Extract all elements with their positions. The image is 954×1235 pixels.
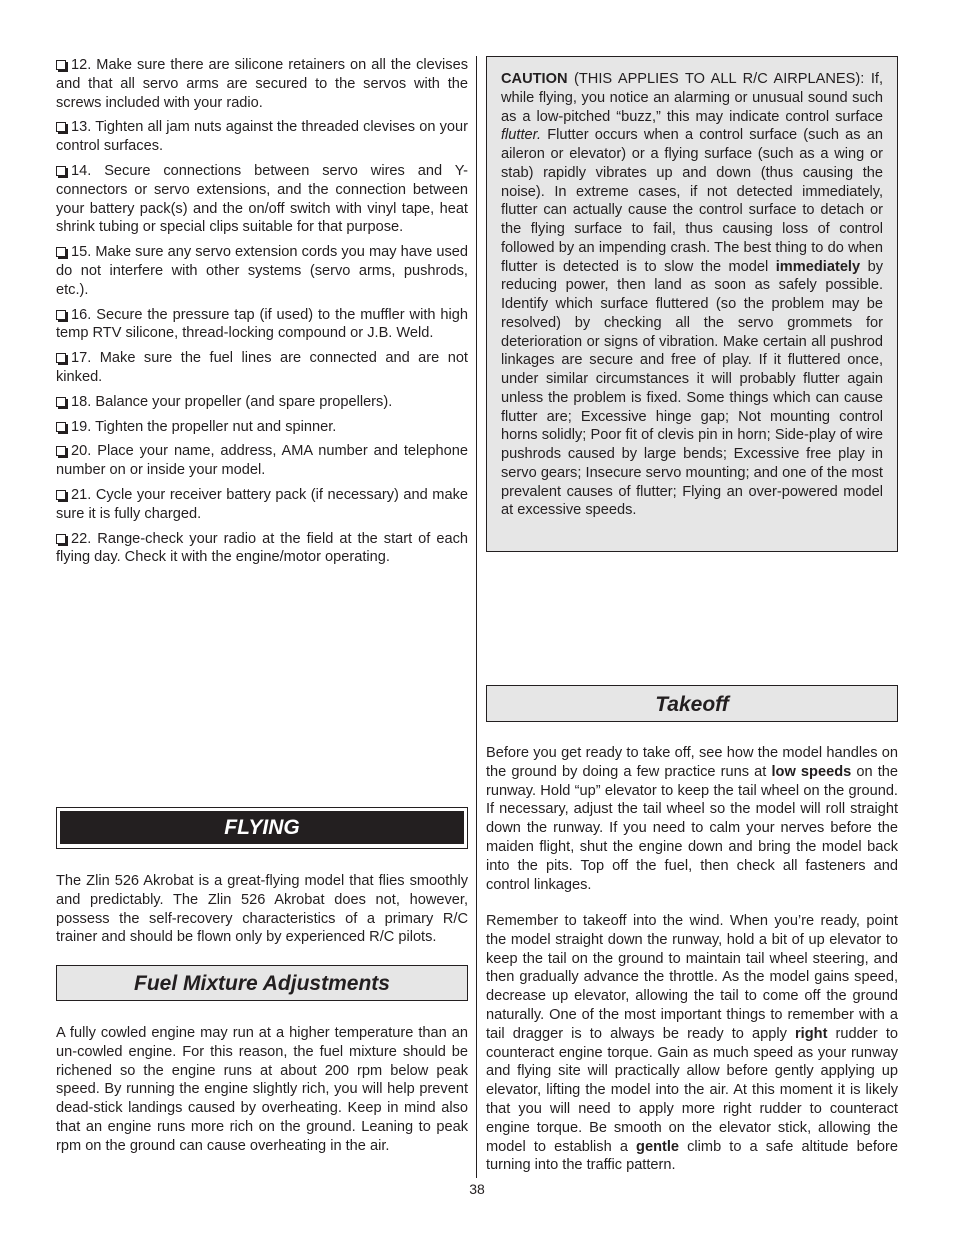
checklist-item	[56, 118, 468, 156]
left-column	[56, 56, 468, 573]
checklist-text: Secure connections between servo wires and Y-connectors or servo extensions, and the connection between your battery pack(s) and the on/off switch with vinyl tape, heat shrink tubing or special clips suitable for that purpose.	[56, 162, 468, 236]
checklist-number: 21.	[71, 486, 92, 503]
checklist-text: Cycle your receiver battery pack (if necessary) and make sure it is fully charged.	[56, 486, 468, 522]
checklist-number: 12.	[71, 57, 92, 73]
checkbox-icon[interactable]	[56, 166, 66, 176]
checklist-item	[56, 486, 468, 524]
checkbox-icon[interactable]	[56, 122, 66, 132]
checklist-item	[56, 162, 468, 237]
checklist-item	[56, 442, 468, 480]
checklist-text: Make sure any servo extension cords you may have used do not interfere with other systems (servo arms, pushrods, etc.).	[56, 244, 468, 298]
checklist-text: Tighten all jam nuts against the threaded clevises on your control surfaces.	[56, 119, 468, 155]
flutter-term: flutter.	[501, 127, 542, 144]
checklist-text: Make sure the fuel lines are connected and are not kinked.	[56, 350, 468, 385]
checklist-text: Place your name, address, AMA number and telephone number on or inside your model.	[56, 443, 468, 479]
checklist-number: 22.	[71, 530, 92, 547]
checklist-text: Secure the pressure tap (if used) to the muffler with high temp RTV silicone, thread-locking compound or J.B. Weld.	[56, 306, 468, 342]
caution-text: CAUTION (THIS APPLIES TO ALL R/C AIRPLANES): If, while flying, you notice an alarming or unusual sound such as a low-pitched “buzz,” this may indicate control surface flutter. Flutter occurs when a control surface (such as an aileron or elevator) or a flying surface (such as a wing or stab) rapidly vibrates up and down (thus causing the noise). In extreme cases, if not detected immediately, flutter can actually cause the control surface to detach or the flying surface to fail, thus causing loss of control followed by an impending crash. The best thing to do when flutter is detected is to slow the model immediately by reducing power, then land as soon as safely possible. Identify which surface fluttered (so the problem may be resolved) by checking all the servo grommets for deterioration or signs of vibration. Make certain all pushrod linkages are secure and free of play. If it fluttered once, under similar circumstances it will probably flutter again unless the problem is fixed. Some things which can cause flutter are; Excessive hinge gap; Not mounting control horns solidly; Poor fit of clevis pin in horn; Side-play of wire pushrods caused by large bends; Excessive free play in servo gears; Insecure servo mounting; and one of the most prevalent causes of flutter; Flying an over-powered model at excessive speeds.	[501, 71, 883, 519]
checklist-text: Make sure there are silicone retainers on all the clevises and that all servo arms are secured to the servos with the screws included with your radio.	[56, 57, 468, 111]
takeoff-paragraph-2: Remember to takeoff into the wind. When you’re ready, point the model straight down the runway, hold a bit of up elevator to keep the tail on the ground to maintain tail wheel steering, and then gradually advance the throttle. As the model gains speed, decrease up elevator, allowing the tail to come off the ground naturally. One of the most important things to remember with a tail dragger is to always be ready to apply right rudder to counteract engine torque. Gain as much speed as your runway and flying site will practically allow before gently applying up elevator, lifting the model into the air. At this moment it is likely that you will need to apply more right rudder to counteract engine torque. Be smooth on the elevator stick, allowing the model to establish a gentle climb to a safe altitude before turning into the traffic pattern.	[486, 913, 898, 1174]
checklist-number: 19.	[71, 418, 92, 435]
checklist-number: 18.	[71, 393, 92, 410]
checklist-text: Tighten the propeller nut and spinner.	[95, 418, 337, 435]
checkbox-icon[interactable]	[56, 490, 66, 500]
checkbox-icon[interactable]	[56, 310, 66, 320]
checkbox-icon[interactable]	[56, 446, 66, 456]
checklist-item	[56, 349, 468, 387]
checklist-number: 20.	[71, 443, 92, 460]
checklist-text: Balance your propeller (and spare propellers).	[95, 393, 393, 410]
checkbox-icon[interactable]	[56, 247, 66, 257]
checklist-item	[56, 530, 468, 568]
preflight-checklist	[56, 56, 468, 567]
checklist-item	[56, 56, 468, 112]
flying-heading: FLYING	[60, 811, 464, 844]
column-divider	[476, 56, 477, 1178]
checkbox-icon[interactable]	[56, 534, 66, 544]
checklist-item	[56, 393, 468, 412]
checklist-number: 17.	[71, 350, 92, 367]
flying-heading-box	[56, 807, 468, 849]
fuel-mixture-heading: Fuel Mixture Adjustments	[56, 965, 468, 1001]
fuel-mixture-body: A fully cowled engine may run at a higher temperature than an un-cowled engine. For this reason, the fuel mixture should be richened so the engine runs at about 200 rpm below peak speed. By running the engine slightly rich, you will help prevent dead-stick landings caused by overheating. Keep in mind also that an engine runs more rich on the ground. Leaning to peak rpm on the ground can cause overheating in the air.	[56, 1025, 468, 1154]
immediately-emphasis: immediately	[775, 258, 861, 275]
checklist-text: Range-check your radio at the field at the start of each flying day. Check it with the engine/motor operating.	[56, 530, 468, 566]
takeoff-heading: Takeoff	[486, 685, 898, 722]
flying-body: The Zlin 526 Akrobat is a great-flying model that flies smoothly and predictably. The Zlin 526 Akrobat does not, however, possess the self-recovery characteristics of a primary R/C trainer and should be flown only by experienced R/C pilots.	[56, 873, 468, 946]
checklist-number: 13.	[71, 119, 92, 136]
checklist-number: 15.	[71, 244, 92, 261]
page-number: 38	[469, 1181, 485, 1197]
checkbox-icon[interactable]	[56, 60, 66, 70]
checkbox-icon[interactable]	[56, 422, 66, 432]
checklist-number: 14.	[71, 162, 92, 179]
caution-label: CAUTION	[501, 71, 568, 87]
takeoff-paragraph-1: Before you get ready to take off, see how the model handles on the ground by doing a few practice runs at low speeds on the runway. Hold “up” elevator to keep the tail wheel on the ground. If necessary, adjust the tail wheel so the model will roll straight down the runway. If you need to calm your nerves before the maiden flight, shut the engine down and bring the model back into the pits. Top off the fuel, then check all fasteners and control linkages.	[486, 745, 899, 893]
checklist-number: 16.	[71, 306, 92, 323]
checklist-item	[56, 243, 468, 299]
caution-box	[486, 56, 898, 552]
checklist-item	[56, 418, 468, 437]
checklist-item	[56, 306, 468, 344]
checkbox-icon[interactable]	[56, 397, 66, 407]
checkbox-icon[interactable]	[56, 353, 66, 363]
